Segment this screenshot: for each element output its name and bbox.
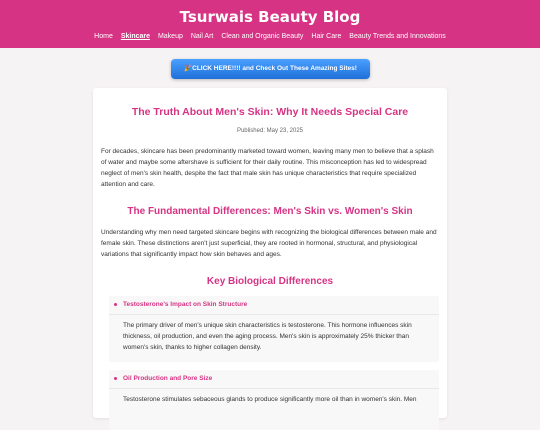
item-heading: Oil Production and Pore Size (123, 375, 213, 382)
nav-hair-care[interactable]: Hair Care (311, 33, 342, 40)
list-item (109, 370, 439, 430)
published-date: Published: May 23, 2025 (236, 128, 304, 134)
nav-skincare[interactable]: Skincare (120, 33, 150, 40)
section-title-key-differences: Key Biological Differences (206, 276, 334, 287)
intro-paragraph: For decades, skincare has been predominantly marketed toward women, leaving many men to believe that a splash of water and maybe some aftershave is sufficient for their daily routine. This misconception has led to widespread neglect of men's skin health, despite the fact that male skin has unique characteristics that require specialized attention and care. (101, 148, 434, 188)
item-heading: Testosterone's Impact on Skin Structure (123, 301, 248, 308)
nav-beauty-trends[interactable]: Beauty Trends and Innovations (349, 33, 446, 40)
item-divider (109, 388, 439, 389)
item-divider (109, 314, 439, 315)
site-header (0, 0, 540, 48)
bullet-icon (114, 303, 117, 306)
article-title: The Truth About Men's Skin: Why It Needs Special Care (131, 106, 409, 118)
article-card (93, 88, 447, 418)
item-text: The primary driver of men's unique skin characteristics is testosterone. This hormone influences skin thickness, oil production, and even the aging process. Men's skin is approximately 25% thicker than women's skin, thanks to higher collagen density. (123, 322, 412, 351)
list-item (109, 296, 439, 362)
differences-paragraph: Understanding why men need targeted skincare begins with recognizing the biological differences between male and female skin. These distinctions aren't just superficial, they are rooted in hormonal, structural, and physiological variations that significantly impact how skin behaves and ages. (101, 229, 437, 258)
section-title-differences: The Fundamental Differences: Men's Skin vs. Women's Skin (127, 206, 413, 217)
nav-nail-art[interactable]: Nail Art (190, 33, 214, 40)
nav-home[interactable]: Home (94, 33, 113, 40)
nav-makeup[interactable]: Makeup (157, 33, 183, 40)
site-title[interactable]: Tsurwais Beauty Blog (179, 8, 361, 26)
cta-button[interactable]: 🎉CLICK HERE!!!! and Check Out These Amazing Sites! (171, 59, 370, 79)
main-nav (0, 33, 540, 40)
item-text: Testosterone stimulates sebaceous glands to produce significantly more oil than in women's skin. Men (123, 396, 417, 403)
nav-clean-organic-beauty[interactable]: Clean and Organic Beauty (221, 33, 304, 40)
bullet-icon (114, 377, 117, 380)
